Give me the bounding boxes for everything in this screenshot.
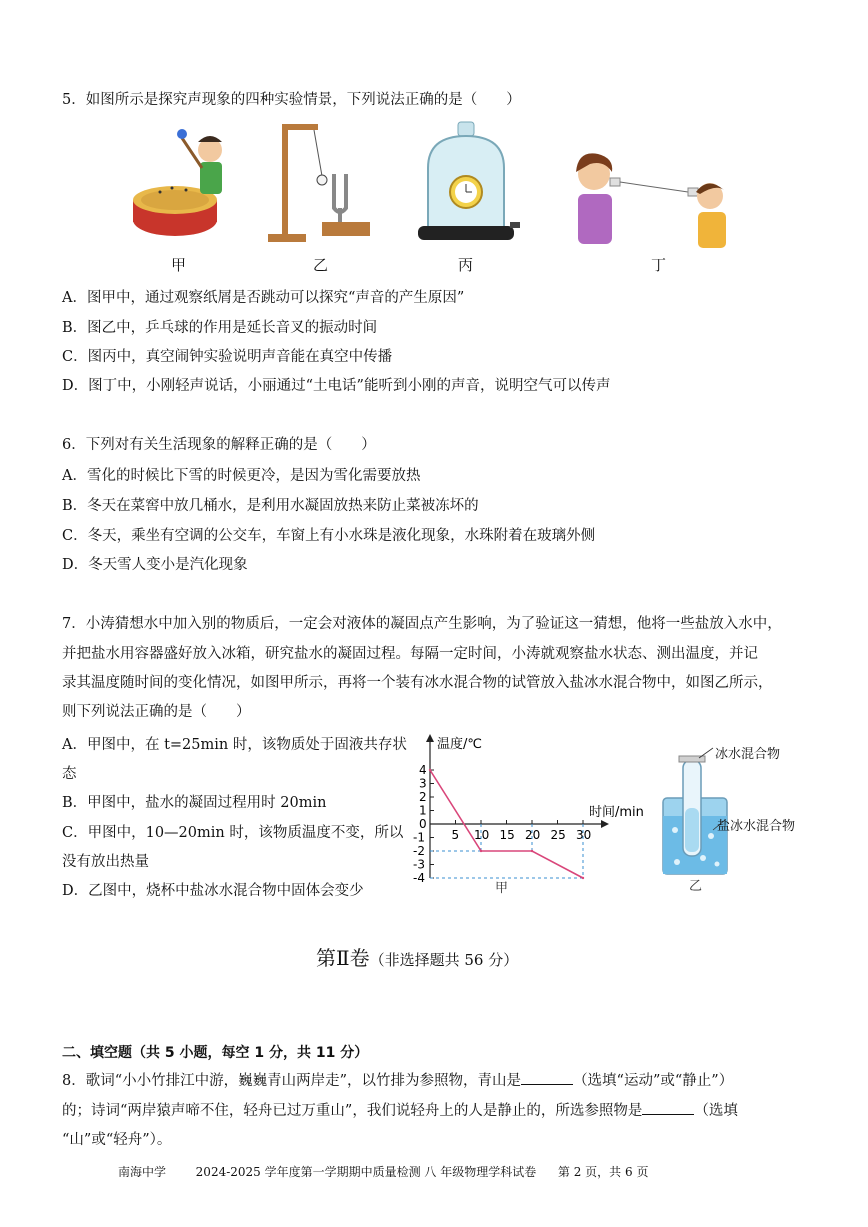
tuning-fork-illustration	[262, 118, 377, 250]
q7-option-a-cont: 态	[62, 766, 77, 782]
section2-heading: 二、填空题（共 5 小题，每空 1 分，共 11 分）	[62, 1045, 369, 1061]
q8-line-3: “山”或“轻舟”）。	[62, 1132, 172, 1148]
x-tick-label: 30	[576, 828, 592, 842]
q6-option-a: A．雪化的时候比下雪的时候更冷，是因为雪化需要放热	[62, 468, 421, 484]
q8-blank-1[interactable]	[521, 1070, 573, 1085]
y-tick-label: 2	[419, 790, 427, 804]
y-tick-label: -1	[413, 830, 425, 845]
x-tick-label: 20	[525, 828, 541, 842]
y-tick-label: -3	[413, 857, 425, 872]
q8-line-1-b: （选填“运动”或“静止”）	[573, 1073, 734, 1089]
x-tick-label: 5	[451, 828, 460, 842]
q7-stem-line-3: 录其温度随时间的变化情况，如图甲所示，再将一个装有冰水混合物的试管放入盐冰水混合物中，如图乙所示，	[62, 675, 773, 691]
drum-boy-illustration	[130, 120, 240, 250]
q7-stem-line-2: 并把盐水用容器盛好放入冰箱，研究盐水的凝固过程。每隔一定时间，小涛就观察盐水状态、测出温度，并记	[62, 646, 758, 662]
part2-subtitle: （非选择题共 56 分）	[369, 951, 519, 969]
q5-option-b: B．图乙中，乒乓球的作用是延长音叉的振动时间	[62, 320, 378, 336]
y-tick-label: 4	[419, 763, 427, 777]
q6-option-c: C．冬天，乘坐有空调的公交车，车窗上有小水珠是液化现象，水珠附着在玻璃外侧	[62, 528, 596, 544]
q8-line-2	[62, 1099, 738, 1120]
q6-option-d: D．冬天雪人变小是汽化现象	[62, 557, 248, 573]
temperature-point	[531, 850, 533, 852]
y-tick-label: 0	[419, 817, 427, 831]
apparatus-caption: 乙	[689, 879, 703, 894]
figure-label-yi: 乙	[313, 256, 329, 274]
q8-line-1-a: 8．歌词“小小竹排江中游，巍巍青山两岸走”，以竹排为参照物，青山是	[62, 1073, 522, 1089]
figure-label-bing: 丙	[458, 256, 474, 274]
graph-caption: 甲	[495, 881, 509, 896]
temperature-point	[480, 850, 482, 852]
q8-blank-2[interactable]	[642, 1100, 694, 1115]
string-telephone-illustration	[568, 148, 738, 252]
footer	[118, 1163, 648, 1180]
x-tick-label: 15	[499, 828, 515, 842]
test-tube-beaker-illustration	[655, 738, 825, 896]
q7-option-b: B．甲图中，盐水的凝固过程用时 20min	[62, 795, 327, 811]
bell-jar-illustration	[414, 118, 522, 248]
q5-option-c: C．图丙中，真空闹钟实验说明声音能在真空中传播	[62, 349, 393, 365]
q7-option-c-cont: 没有放出热量	[62, 854, 149, 870]
q5-stem: 5．如图所示是探究声现象的四种实验情景，下列说法正确的是（ ）	[62, 92, 521, 108]
footer-school: 南海中学	[118, 1165, 167, 1179]
q6-option-b: B．冬天在菜窖中放几桶水，是利用水凝固放热来防止菜被冻坏的	[62, 498, 479, 514]
q7-option-d: D．乙图中，烧杯中盐冰水混合物中固体会变少	[62, 883, 364, 899]
y-tick-label: 1	[419, 803, 427, 818]
part2-title	[316, 942, 518, 971]
y-tick-label: 3	[419, 776, 427, 791]
q8-line-2-b: （选填	[694, 1103, 738, 1119]
q7-stem-line-1: 7．小涛猜想水中加入别的物质后，一定会对液体的凝固点产生影响，为了验证这一猜想，他将一些盐放入水中，	[62, 616, 782, 632]
q7-option-a: A．甲图中，在 t=25min 时，该物质处于固液共存状	[62, 737, 407, 753]
x-axis-label: 时间/min	[589, 805, 644, 820]
q8-line-1	[62, 1069, 733, 1090]
temperature-point	[429, 769, 431, 771]
y-tick-label: -2	[413, 844, 425, 858]
y-axis-arrow	[426, 734, 434, 742]
figure-label-ding: 丁	[651, 256, 667, 274]
beaker-label: 盐冰水混合物	[717, 819, 796, 834]
q7-stem-line-4: 则下列说法正确的是（ ）	[62, 704, 251, 720]
q8-line-2-a: 的；诗词“两岸猿声啼不住，轻舟已过万重山”，我们说轻舟上的人是静止的，所选参照物是	[62, 1103, 643, 1119]
figure-label-jia: 甲	[171, 256, 187, 274]
q6-stem: 6．下列对有关生活现象的解释正确的是（ ）	[62, 437, 376, 453]
q7-option-c: C．甲图中，10—20min 时，该物质温度不变，所以	[62, 825, 404, 841]
x-tick-label: 10	[474, 828, 490, 842]
footer-exam: 2024-2025 学年度第一学期期中质量检测 八 年级物理学科试卷	[195, 1165, 537, 1179]
q5-option-a: A．图甲中，通过观察纸屑是否跳动可以探究“声音的产生原因”	[62, 290, 465, 306]
tube-label: 冰水混合物	[715, 747, 781, 762]
temperature-time-chart	[405, 728, 655, 900]
x-tick-label: 25	[550, 828, 566, 842]
y-axis-label: 温度/℃	[437, 737, 482, 752]
footer-page: 第 2 页，共 6 页	[557, 1165, 649, 1179]
y-tick-label: -4	[413, 871, 425, 885]
temperature-point	[582, 877, 584, 879]
q5-option-d: D．图丁中，小刚轻声说话，小丽通过“土电话”能听到小刚的声音，说明空气可以传声	[62, 378, 611, 394]
x-axis-arrow	[601, 820, 609, 828]
part2-title-main: 第Ⅱ卷	[316, 946, 370, 970]
